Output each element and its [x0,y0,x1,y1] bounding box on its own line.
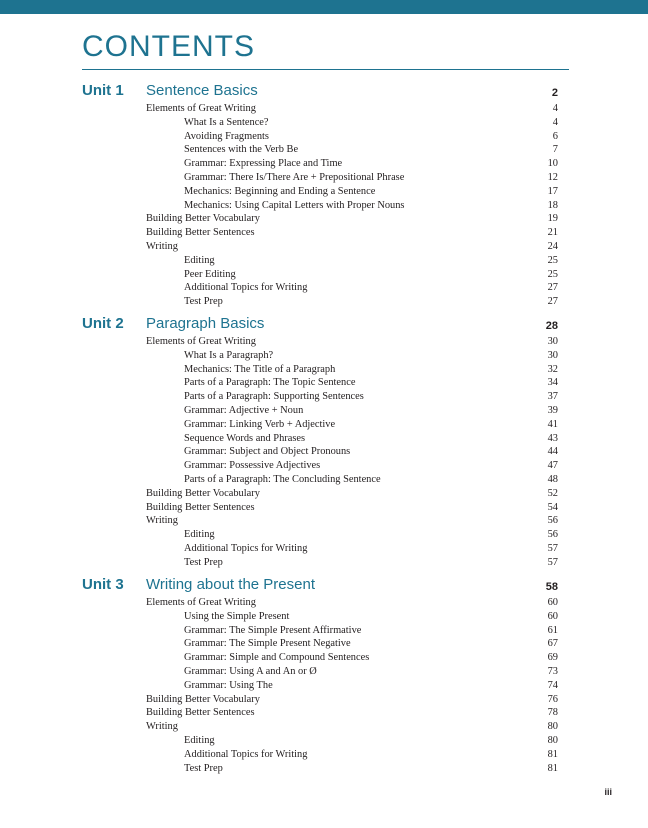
unit-page-number: 58 [545,581,558,593]
toc-entry-title: Sequence Words and Phrases [184,432,306,444]
toc-entry [0,240,648,254]
toc-entry-title: Writing [146,240,178,252]
toc-entry-title: Grammar: Possessive Adjectives [184,460,321,472]
toc-entry [0,171,648,185]
toc-entry-title: Grammar: Linking Verb + Adjective [184,418,336,430]
toc-entry-page: 57 [547,556,558,568]
toc-entry-page: 37 [547,391,558,403]
toc-entry-page: 27 [547,282,558,294]
toc-entry [0,212,648,226]
toc-entry-title: Grammar: There Is/There Are + Prepositional Phrase [184,171,405,183]
toc-entry [0,542,648,556]
unit-label: Unit 2 [82,315,124,332]
toc-entry [0,376,648,390]
toc-entry-page: 81 [547,748,558,760]
toc-entry [0,432,648,446]
toc-entry-page: 61 [547,624,558,636]
unit-page-number: 28 [545,320,558,332]
toc-entry-page: 21 [547,227,558,239]
unit-title: Sentence Basics [146,82,258,99]
toc-entry-page: 56 [547,529,558,541]
toc-entry [0,363,648,377]
toc-entry-list [0,102,648,309]
unit-title: Writing about the Present [146,576,315,593]
toc-entry [0,185,648,199]
toc-entry-title: Mechanics: Using Capital Letters with Proper Nouns [184,199,405,211]
toc-entry [0,528,648,542]
toc-entry-title: Building Better Sentences [146,501,255,513]
toc-entry-title: Grammar: The Simple Present Affirmative [184,624,362,636]
toc-entry-page: 57 [547,542,558,554]
toc-entry-title: Editing [184,254,215,266]
toc-entry [0,596,648,610]
toc-entry [0,734,648,748]
toc-entry-page: 39 [547,404,558,416]
toc-entry-page: 7 [552,144,558,156]
toc-entry-page: 81 [547,762,558,774]
toc-entry-page: 60 [547,597,558,608]
toc-entry-title: What Is a Sentence? [184,116,269,128]
toc-entry [0,199,648,213]
toc-entry-list [0,596,648,775]
toc-entry [0,651,648,665]
toc-entry-title: Mechanics: Beginning and Ending a Sentence [184,185,376,197]
toc-entry-page: 67 [547,638,558,650]
toc-entry-page: 56 [547,515,558,527]
toc-entry-title: Building Better Sentences [146,227,255,239]
toc-entry [0,116,648,130]
toc-entry-page: 17 [547,185,558,197]
toc-entry-title: Parts of a Paragraph: The Topic Sentence [184,377,356,389]
unit-header [0,82,648,102]
toc-entry-title: Grammar: Using A and An or Ø [184,665,317,677]
toc-entry [0,556,648,570]
toc-entry [0,157,648,171]
toc-entry-page: 30 [547,349,558,361]
toc-entry [0,720,648,734]
toc-entry [0,501,648,515]
toc-entry [0,610,648,624]
toc-entry-title: Mechanics: The Title of a Paragraph [184,363,336,375]
toc-entry [0,637,648,651]
toc-entry-title: Additional Topics for Writing [184,748,308,760]
toc-entry-list [0,335,648,570]
toc-entry-page: 74 [547,679,558,691]
toc-entry-title: Writing [146,721,178,733]
toc-entry-title: Grammar: Expressing Place and Time [184,158,343,170]
toc-entry-page: 24 [547,240,558,252]
toc-entry-page: 43 [547,432,558,444]
toc-entry [0,295,648,309]
toc-entry-title: What Is a Paragraph? [184,349,274,361]
toc-entry-page: 41 [547,418,558,430]
toc-entry-title: Grammar: Adjective + Noun [184,404,304,416]
toc-entry [0,445,648,459]
toc-entry-page: 44 [547,446,558,458]
unit-section [0,82,648,309]
unit-section [0,576,648,775]
unit-page-number: 2 [551,87,558,99]
toc-entry-title: Building Better Vocabulary [146,213,260,225]
toc-entry [0,254,648,268]
toc-entry-page: 47 [547,460,558,472]
toc-entry [0,748,648,762]
toc-entry [0,281,648,295]
toc-entry [0,226,648,240]
toc-entry [0,143,648,157]
toc-entry-page: 60 [547,610,558,622]
unit-header [0,315,648,335]
toc-entry-title: Editing [184,529,215,541]
toc-entry-page: 4 [552,116,558,128]
toc-entry [0,473,648,487]
toc-entry [0,514,648,528]
toc-entry-page: 73 [547,665,558,677]
toc-entry-title: Grammar: Using The [184,679,273,691]
toc-entry-title: Editing [184,734,215,746]
toc-entry-page: 19 [547,213,558,225]
toc-entry-title: Sentences with the Verb Be [184,144,299,156]
toc-entry [0,102,648,116]
toc-entry-title: Parts of a Paragraph: Supporting Sentences [184,391,364,403]
toc-entry-title: Parts of a Paragraph: The Concluding Sentence [184,473,381,485]
toc-entry-title: Building Better Vocabulary [146,693,260,705]
toc-entry-title: Building Better Vocabulary [146,487,260,499]
toc-entry [0,268,648,282]
unit-title: Paragraph Basics [146,315,265,332]
folio-page-number: iii [604,787,612,797]
toc-entry-page: 18 [547,199,558,211]
toc-entry-page: 10 [547,158,558,170]
toc-entry [0,487,648,501]
toc-entry [0,130,648,144]
toc-entry [0,706,648,720]
toc-entry-title: Test Prep [184,296,223,308]
toc-entry [0,762,648,776]
toc-entry-page: 80 [547,734,558,746]
unit-label: Unit 1 [82,82,124,99]
unit-label: Unit 3 [82,576,124,593]
toc-entry-page: 54 [547,501,558,513]
toc-entry [0,459,648,473]
unit-section [0,315,648,570]
toc-entry-title: Building Better Sentences [146,707,255,719]
toc-entry [0,679,648,693]
toc-entry-page: 12 [547,171,558,183]
toc-entry-title: Grammar: The Simple Present Negative [184,638,351,650]
toc-entry-page: 25 [547,268,558,280]
toc-entry-page: 80 [547,721,558,733]
toc-entry [0,349,648,363]
toc-entry-title: Elements of Great Writing [146,336,256,347]
toc-entry [0,665,648,679]
toc-entry-page: 27 [547,296,558,308]
toc-entry-page: 32 [547,363,558,375]
toc-entry-page: 34 [547,377,558,389]
toc-entry [0,335,648,349]
toc-entry-title: Elements of Great Writing [146,103,256,114]
toc-entry-title: Using the Simple Present [184,610,290,622]
toc-entry-title: Peer Editing [184,268,236,280]
toc-entry-title: Writing [146,515,178,527]
toc-entry-page: 25 [547,254,558,266]
toc-entry-title: Elements of Great Writing [146,597,256,608]
toc-entry-title: Test Prep [184,762,223,774]
title-divider [82,69,569,70]
toc-entry-page: 6 [552,130,558,142]
toc-entry-page: 52 [547,487,558,499]
top-color-bar [0,0,648,14]
toc-entry-title: Grammar: Subject and Object Pronouns [184,446,351,458]
toc-entry-page: 4 [552,103,558,114]
unit-header [0,576,648,596]
toc-entry-title: Grammar: Simple and Compound Sentences [184,652,370,664]
toc-entry-page: 78 [547,707,558,719]
toc-entry-title: Additional Topics for Writing [184,282,308,294]
toc-entry [0,693,648,707]
toc-entry-title: Test Prep [184,556,223,568]
toc-entry-page: 69 [547,652,558,664]
toc-entry-title: Additional Topics for Writing [184,542,308,554]
page-title: CONTENTS [82,30,255,63]
toc-entry-page: 48 [547,473,558,485]
toc-entry-page: 76 [547,693,558,705]
toc-entry-page: 30 [547,336,558,347]
toc-entry [0,390,648,404]
toc-entry-title: Avoiding Fragments [184,130,269,142]
toc-entry [0,418,648,432]
toc-entry [0,404,648,418]
toc-entry [0,624,648,638]
